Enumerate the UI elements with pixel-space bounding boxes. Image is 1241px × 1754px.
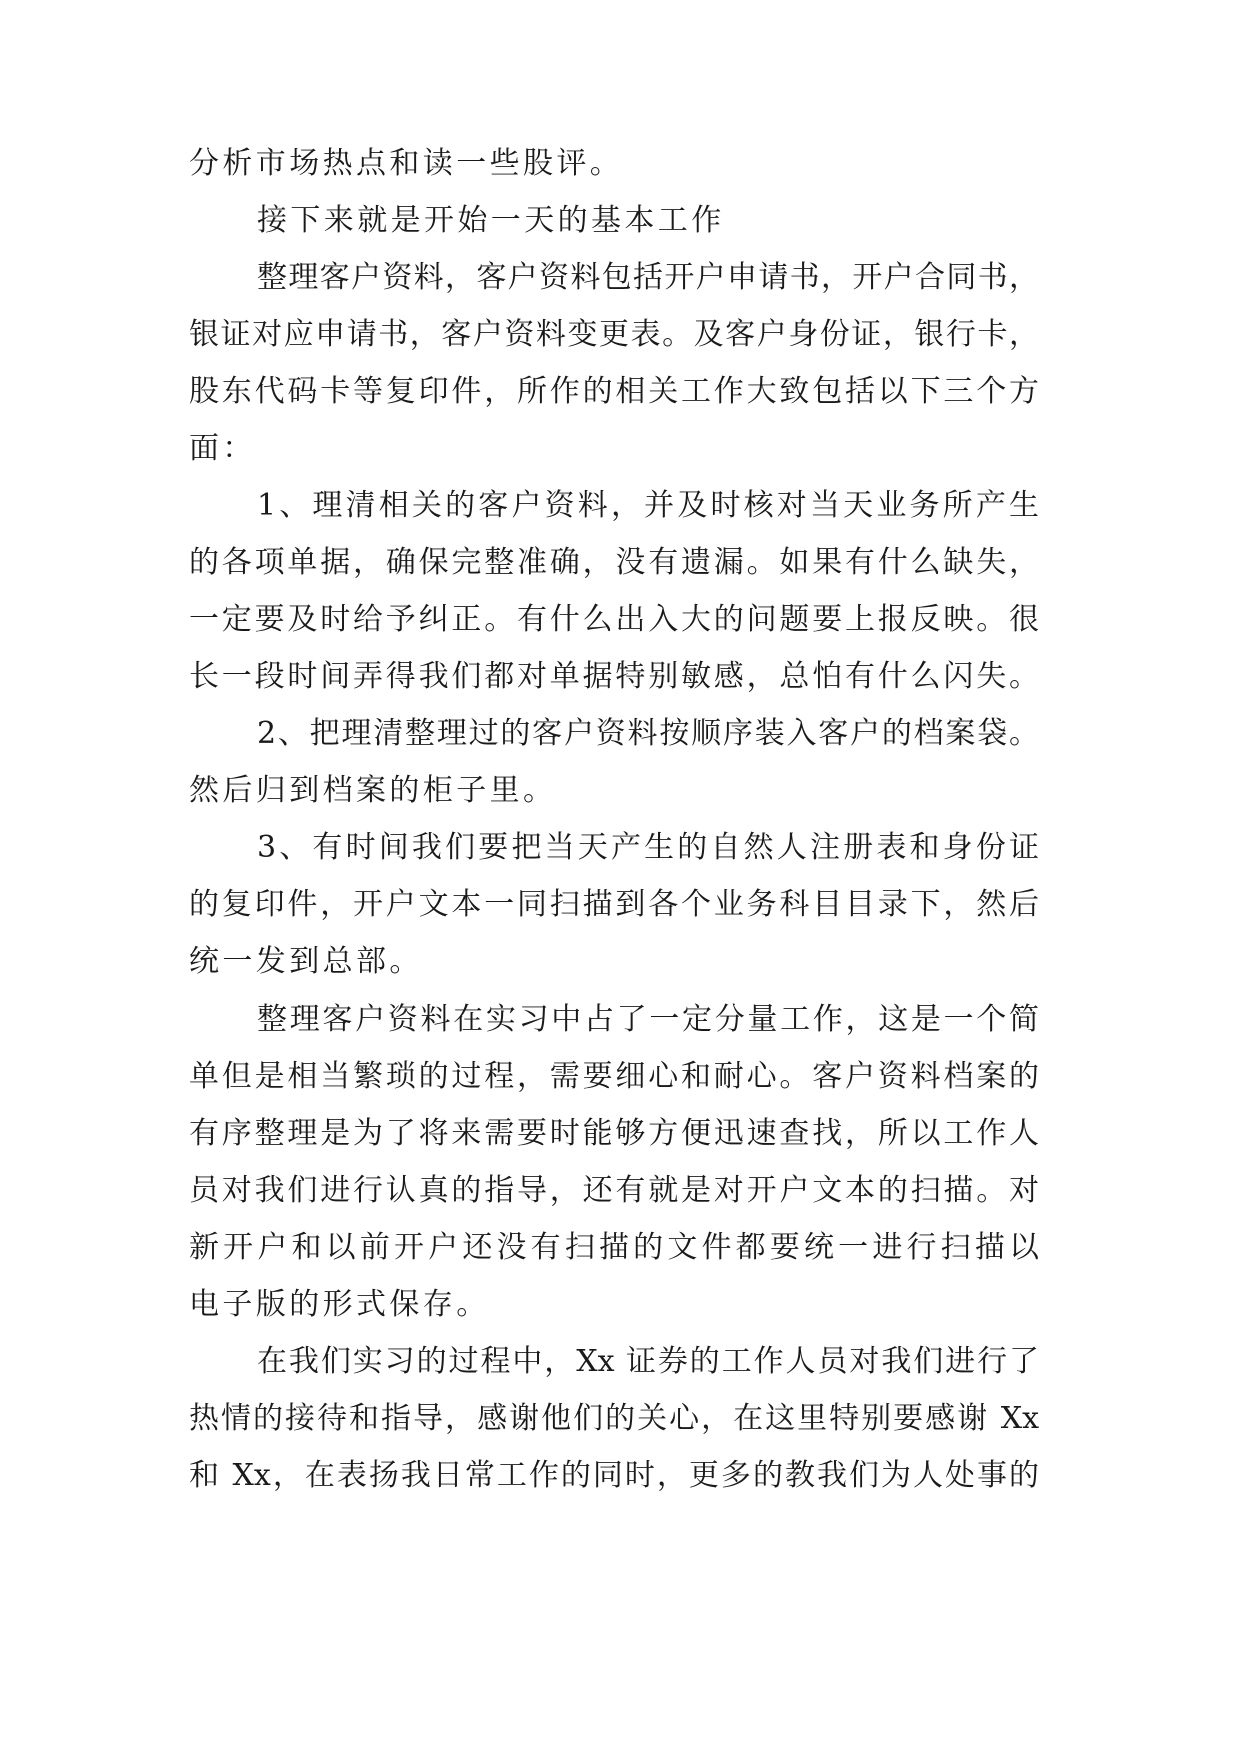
text-line: 整理客户资料在实习中占了一定分量工作，这是一个简 <box>257 1002 1039 1037</box>
text-line: 长一段时间弄得我们都对单据特别敏感，总怕有什么闪失。 <box>189 659 1039 694</box>
text-line: 接下来就是开始一天的基本工作 <box>257 203 725 238</box>
text-line: 2、把理清整理过的客户资料按顺序装入客户的档案袋。 <box>257 716 1039 751</box>
text-line: 的各项单据，确保完整准确，没有遗漏。如果有什么缺失， <box>189 545 1039 580</box>
text-line: 的复印件，开户文本一同扫描到各个业务科目目录下，然后 <box>189 887 1039 922</box>
text-line: 统一发到总部。 <box>189 944 423 979</box>
text-line: 电子版的形式保存。 <box>189 1287 490 1322</box>
text-line: 整理客户资料，客户资料包括开户申请书，开户合同书， <box>257 260 1039 295</box>
text-line: 新开户和以前开户还没有扫描的文件都要统一进行扫描以 <box>189 1230 1039 1265</box>
text-line: 面： <box>189 431 256 466</box>
text-line: 单但是相当繁琐的过程，需要细心和耐心。客户资料档案的 <box>189 1059 1039 1094</box>
text-line: 然后归到档案的柜子里。 <box>189 773 557 808</box>
text-line: 分析市场热点和读一些股评。 <box>189 146 624 181</box>
text-line: 有序整理是为了将来需要时能够方便迅速查找，所以工作人 <box>189 1116 1039 1151</box>
text-line: 一定要及时给予纠正。有什么出入大的问题要上报反映。很 <box>189 602 1039 637</box>
text-line: 在我们实习的过程中，Xx 证券的工作人员对我们进行了 <box>257 1344 1039 1379</box>
text-line: 热情的接待和指导，感谢他们的关心，在这里特别要感谢 Xx <box>189 1401 1039 1436</box>
text-line: 1、理清相关的客户资料，并及时核对当天业务所产生 <box>257 488 1039 523</box>
text-line: 员对我们进行认真的指导，还有就是对开户文本的扫描。对 <box>189 1173 1039 1208</box>
text-line: 股东代码卡等复印件，所作的相关工作大致包括以下三个方 <box>189 374 1039 409</box>
text-line: 3、有时间我们要把当天产生的自然人注册表和身份证 <box>257 830 1039 865</box>
text-line: 和 Xx，在表扬我日常工作的同时，更多的教我们为人处事的 <box>189 1458 1039 1493</box>
text-line: 银证对应申请书，客户资料变更表。及客户身份证，银行卡， <box>189 317 1039 352</box>
